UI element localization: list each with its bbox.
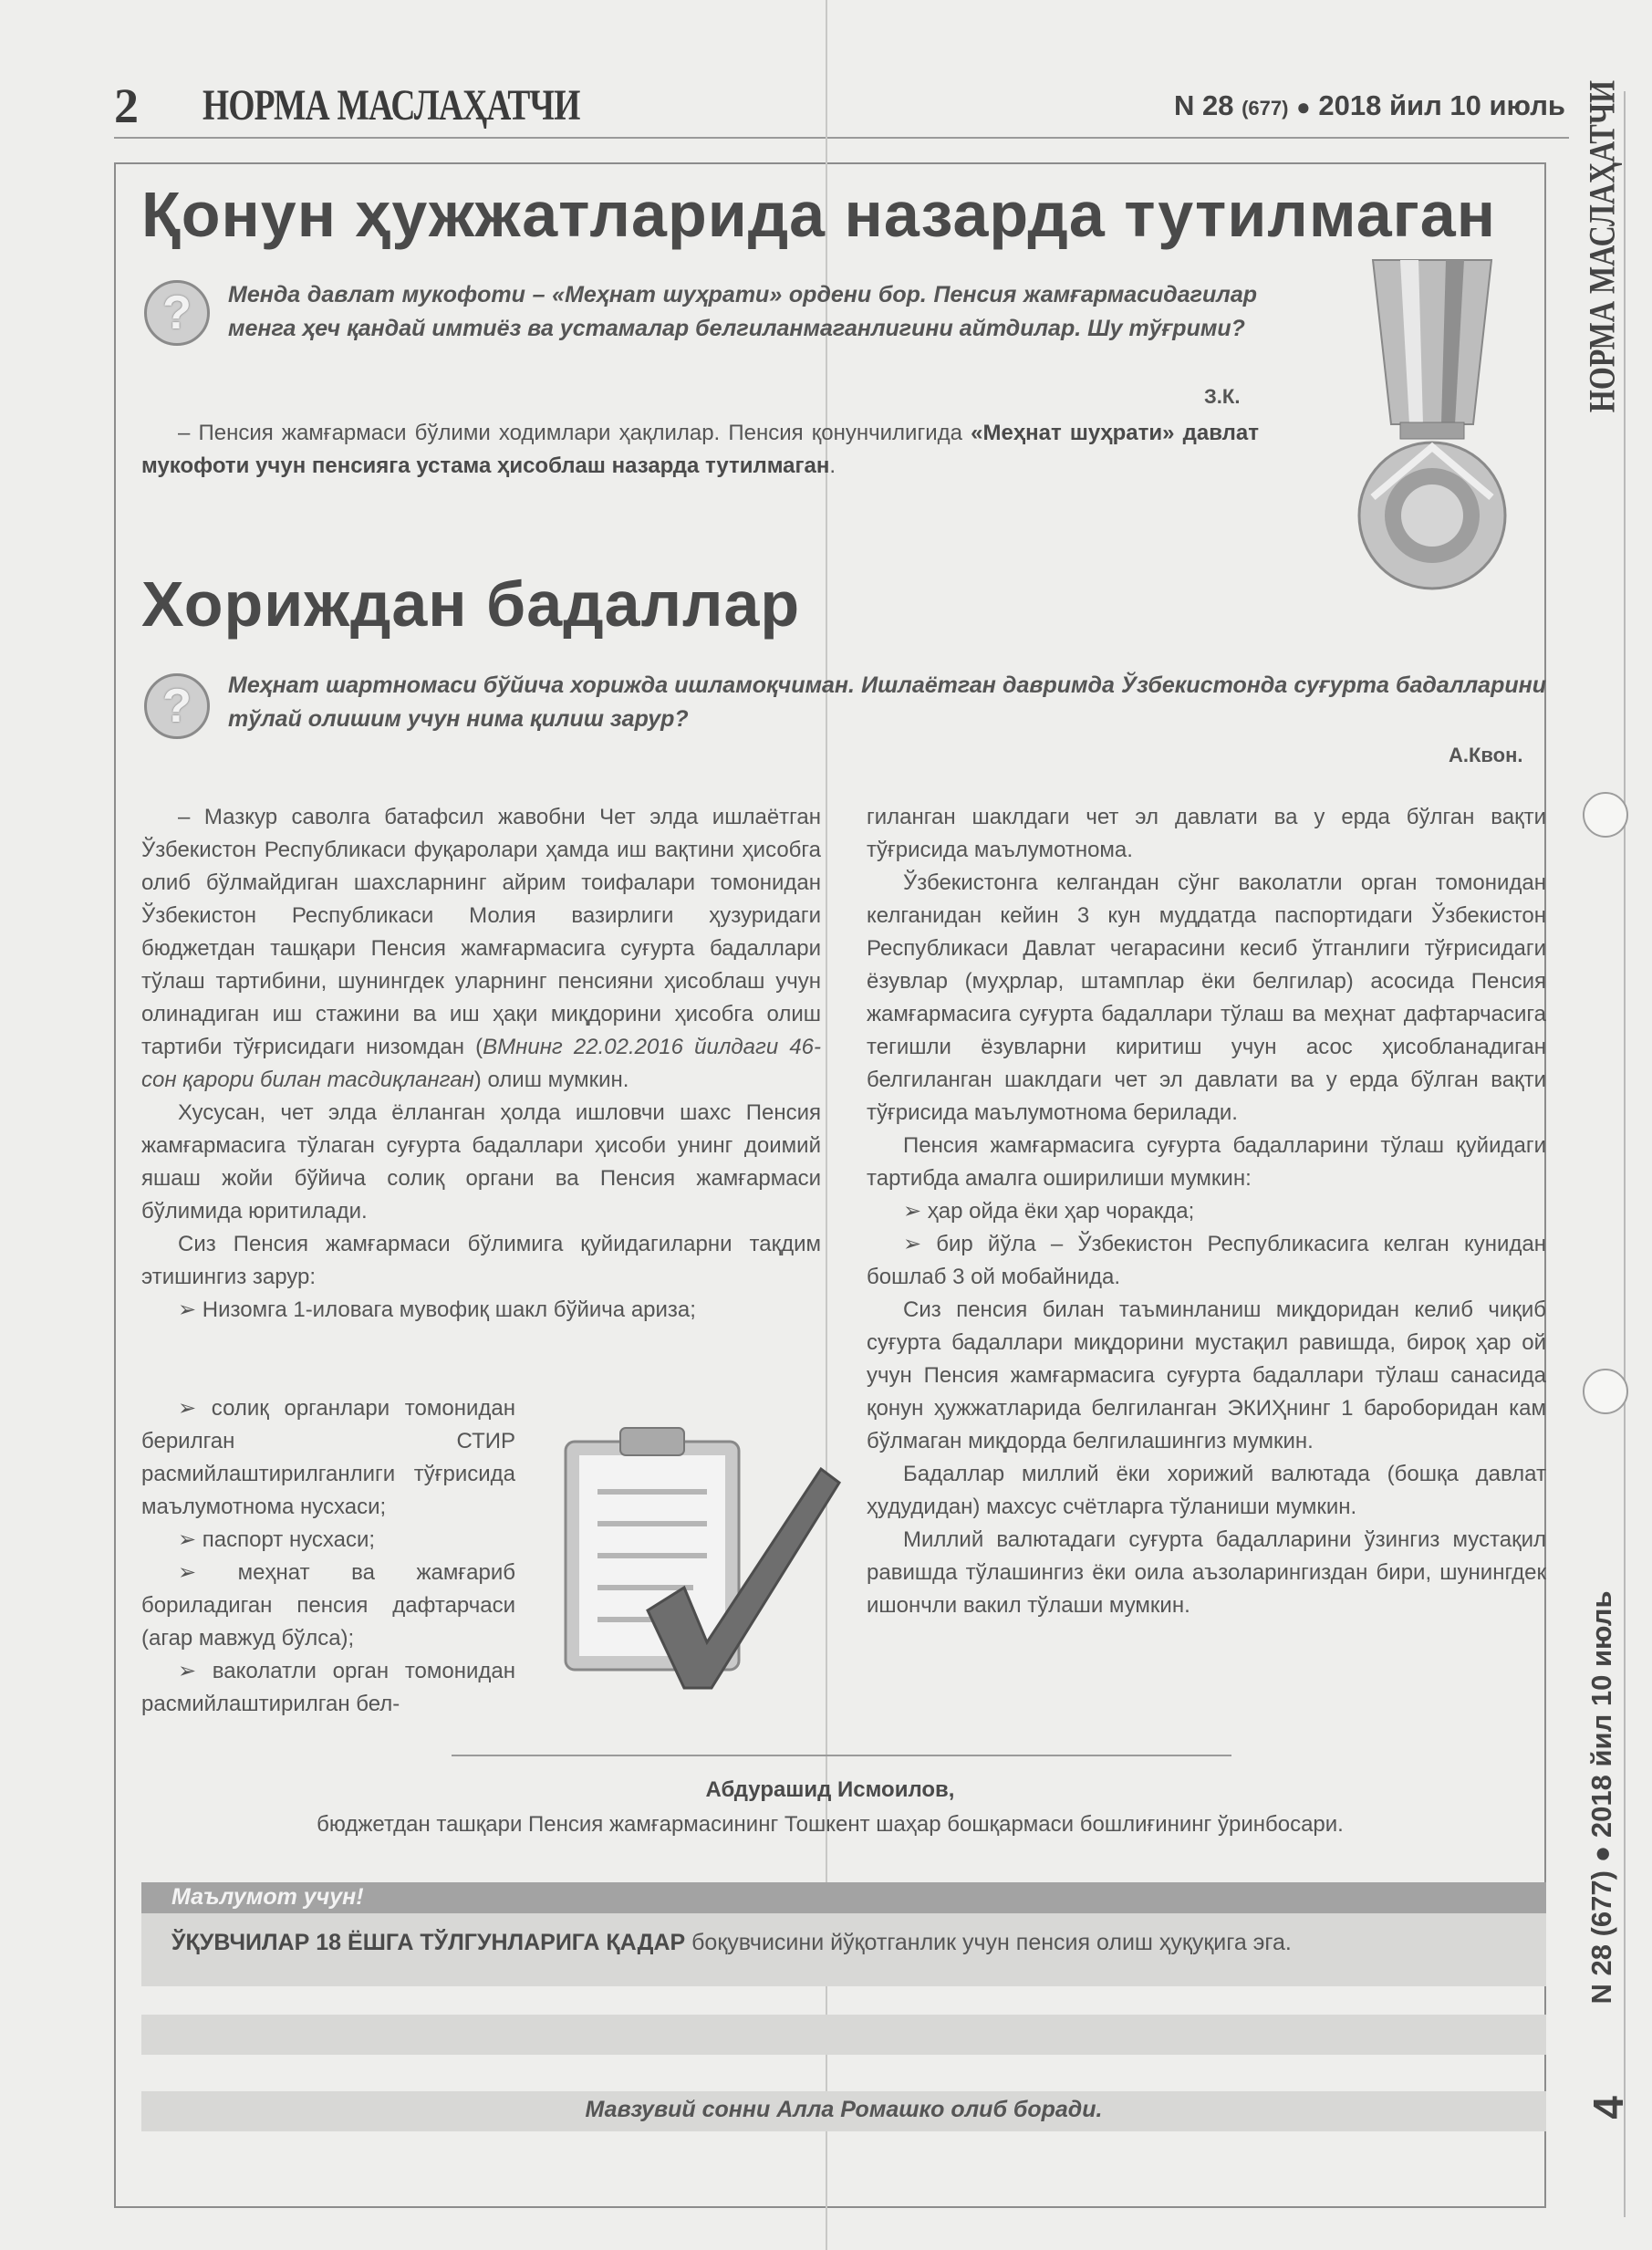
article1-signature: З.К. (1204, 385, 1241, 408)
header-rule (114, 137, 1569, 139)
article2-title: Хориждан бадаллар (141, 568, 801, 640)
clipboard-check-icon (547, 1414, 848, 1706)
right-p2: Ўзбекистонга келгандан сўнг ваколатли орган томонидан келганидан кейин 3 кун муддатда паспортидаги Ўзбекистон Республикаси Давлат чегарасини кесиб ўтганлиги тўғрисидаги ёзувлар (муҳрлар, штамплар ёки белгилар) асосида Пенсия жамғармасига суғурта бадаллари тўлаш ва меҳнат дафтарчасига тегишли ёзувларни киритиш учун асос ҳисобланадиган белгиланган шаклдаги чет эл давлати ва у ерда бўлган вақти тўғрисида маълумотнома берилади. (867, 870, 1546, 1125)
paper-name: НОРМА МАСЛАҲАТЧИ (203, 81, 580, 130)
credit-text: Мавзувий сонни Алла Ромашко олиб боради. (585, 2097, 1103, 2122)
right-p3: Пенсия жамғармасига суғурта бадалларини тўлаш қуйидаги тартибда амалга оширилиши мумкин: (867, 1133, 1546, 1191)
page-number: 2 (114, 78, 139, 133)
right-p4: Сиз пенсия билан таъминланиш миқдоридан келиб чиқиб суғурта бадаллари миқдорини мустақил равишда, бироқ ҳар ой учун Пенсия жамғармасига суғурта бадаллари тўлаш санасида қонун ҳужжатларида белгиланган ЭКИҲнинг 1 бароборидан кам бўлмаган миқдорда белгилашингиз мумкин. (867, 1297, 1546, 1453)
list-item: ➢ Низомга 1-иловага мувофиқ шакл бўйича ариза; (178, 1297, 696, 1322)
side-paper-name-text: НОРМА МАСЛАҲАТЧИ (1581, 79, 1623, 413)
side-paper-name (1574, 79, 1629, 413)
article2-left-column (141, 801, 821, 1327)
article2-signature: А.Квон. (1449, 744, 1523, 766)
question-mark-glyph: ? (162, 286, 192, 339)
right-p5: Бадаллар миллий ёки хорижий валютада (бошқа давлат ҳудудидан) махсус счётларга тўланиши мумкин. (867, 1462, 1546, 1519)
article1-answer (141, 417, 1259, 483)
left-p1-end: ) олиш мумкин. (473, 1068, 629, 1092)
article1-question: Менда давлат мукофоти – «Меҳнат шуҳрати» ордени бор. Пенсия жамғармасидагилар менга ҳеч қандай имтиёз ва устамалар белгиланмаганлигини айтдилар. Шу тўғрими? (228, 282, 1257, 341)
side-issue-info (1574, 1542, 1629, 2053)
left-p2: Хусусан, чет элда ёлланган ҳолда ишловчи шахс Пенсия жамғармасига тўлаган суғурта бадаллари ҳисоби унинг доимий яшаш жойи бўйича солиқ органи ва Пенсия жамғармаси бўлимида юритилади. (141, 1100, 821, 1224)
article1-title: Қонун ҳужжатларида назарда тутилмаган (141, 179, 1496, 250)
list-item: ➢ ҳар ойда ёки ҳар чоракда; (903, 1199, 1195, 1224)
author-name: Абдурашид Исмоилов, (705, 1777, 955, 1802)
side-issue-text: N 28 (677) ● 2018 йил 10 июль (1585, 1590, 1617, 2005)
article2-question: Меҳнат шартномаси бўйича хорижда ишламоқчиман. Ишлаётган давримда Ўзбекистонда суғурта бадалларини тўлай олишим учун нима қилиш зарур? (228, 672, 1546, 732)
article1-answer-bold: «Меҳнат шуҳрати» давлат мукофоти учун пенсияга устама ҳисоблаш назарда тутилмаган (141, 421, 1259, 478)
bullet-dot: ● (1296, 93, 1311, 120)
right-p1: гиланган шаклдаги чет эл давлати ва у ерда бўлган вақти тўғрисида маълумотнома. (867, 805, 1546, 862)
left-p1-text: – Мазкур саволга батафсил жавобни Чет элда ишлаётган Ўзбекистон Республикаси фуқаролари ҳамда иш вақтини ҳисобга олиб бўлмайдиган шахсларнинг айрим тоифалари томонидан Ўзбекистон Республикаси Молия вазирлиги ҳузуридаги бюджетдан ташқари Пенсия жамғармасига суғурта бадаллари тўлаш тартибини, шунингдек уларнинг пенсияни ҳисоблаш учун олинадиган иш стажини ва иш ҳақи миқдорини ҳисобга олиш тартиби тўғрисидаги низомдан ( (141, 805, 821, 1059)
list-item: ➢ солиқ органлари томонидан берилган СТИР расмийлаштирилганлиги тўғрисида маълумотнома нусхаси; (141, 1396, 515, 1519)
left-p3: Сиз Пенсия жамғармаси бўлимига қуйидагиларни тақдим этишингиз зарур: (141, 1232, 821, 1289)
info-text (171, 1930, 1292, 1956)
info-box (141, 1913, 1546, 1986)
side-page-number-text: 4 (1584, 2096, 1632, 2120)
medal-image (1336, 251, 1528, 598)
info-label-bar (141, 1882, 1546, 1913)
issue-date: 2018 йил 10 июль (1318, 89, 1565, 121)
list-item: ➢ ваколатли орган томонидан расмийлаштирилган бел- (141, 1659, 515, 1716)
author-role: бюджетдан ташқари Пенсия жамғармасининг Тошкент шаҳар бошқармаси бошлиғининг ўринбосари. (317, 1812, 1344, 1837)
left-p1-italic: ВМнинг 22.02.2016 йилдаги 46-сон қарори билан тасдиқланган (141, 1035, 822, 1092)
article1-answer-text: – Пенсия жамғармаси бўлими ходимлари ҳақлилар. Пенсия қонунчилигида (178, 421, 971, 445)
issue-info (1174, 89, 1565, 122)
article1-answer-end: . (829, 453, 836, 478)
list-item: ➢ меҳнат ва жамғариб бориладиган пенсия дафтарчаси (агар мавжуд бўлса); (141, 1560, 515, 1651)
question-mark-icon (144, 673, 210, 739)
issue-number: N 28 (1173, 89, 1234, 121)
empty-gray-bar (141, 2015, 1546, 2055)
binder-hole-icon (1583, 792, 1628, 838)
info-bold: ЎҚУВЧИЛАР 18 ЁШГА ТЎЛГУНЛАРИГА ҚАДАР (171, 1930, 686, 1955)
question-mark-icon (144, 280, 210, 346)
list-item: ➢ бир йўла – Ўзбекистон Республикасига келган кунидан бошлаб 3 ой мобайнида. (867, 1232, 1546, 1289)
info-label: Маълумот учун! (171, 1884, 364, 1910)
article2-left-list (141, 1392, 515, 1721)
article2-right-column (867, 801, 1546, 1622)
issue-total: (677) (1242, 97, 1289, 120)
author-rule (452, 1755, 1231, 1756)
right-p6: Миллий валютадаги суғурта бадалларини ўзингиз мустақил равишда тўлашингиз ёки оила аъзоларингиздан бири, шунингдек ишончли вакил тўлаши мумкин. (867, 1527, 1546, 1618)
side-page-number (1585, 2080, 1631, 2135)
binder-hole-icon (1583, 1369, 1628, 1414)
question-mark-glyph: ? (162, 680, 192, 733)
info-rest: боқувчисини йўқотганлик учун пенсия олиш ҳуқуқига эга. (685, 1930, 1292, 1955)
list-item: ➢ паспорт нусхаси; (178, 1527, 376, 1552)
credit-bar (141, 2091, 1546, 2131)
